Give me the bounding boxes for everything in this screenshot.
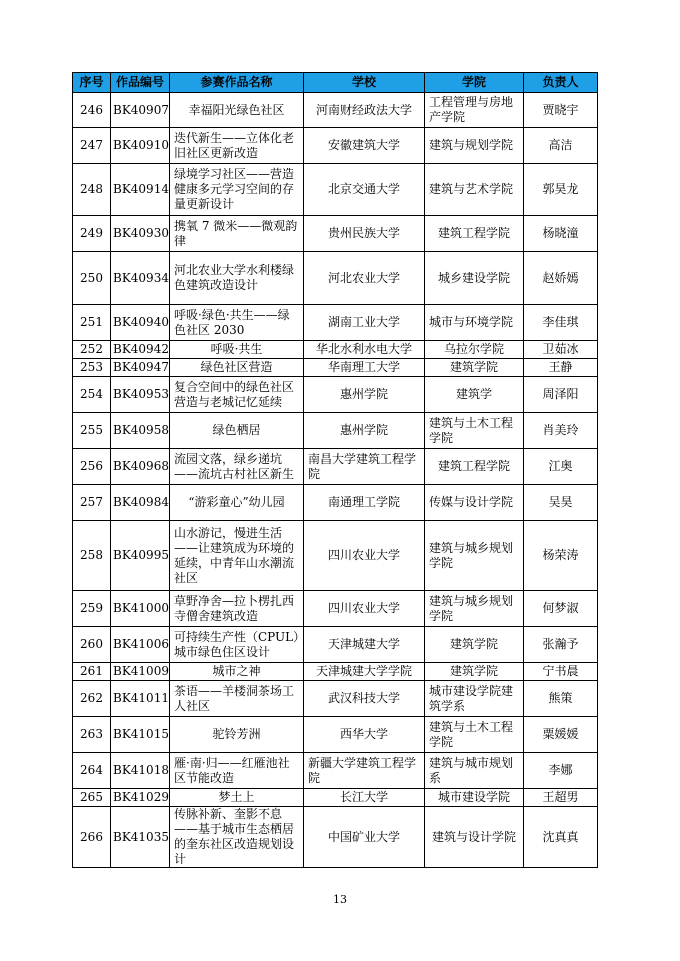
cell-school: 河南财经政法大学 [304, 93, 425, 128]
cell-school: 四川农业大学 [304, 521, 425, 591]
cell-seq: 261 [73, 663, 111, 681]
cell-code: BK40958 [111, 413, 170, 449]
cell-college: 建筑与设计学院 [425, 807, 524, 868]
cell-lead: 宁书晨 [524, 663, 598, 681]
cell-code: BK41011 [111, 681, 170, 717]
cell-code: BK40942 [111, 341, 170, 359]
page-number: 13 [333, 893, 347, 906]
cell-college: 城市与环境学院 [425, 305, 524, 341]
cell-lead: 李娜 [524, 753, 598, 789]
cell-college: 建筑学 [425, 377, 524, 413]
table-row [73, 807, 598, 868]
cell-name: 梦土上 [170, 789, 304, 807]
cell-seq: 247 [73, 128, 111, 164]
cell-name: 绿色社区营造 [170, 359, 304, 377]
cell-college: 建筑学院 [425, 663, 524, 681]
table-row [73, 413, 598, 449]
header-seq: 序号 [73, 73, 111, 93]
cell-seq: 253 [73, 359, 111, 377]
header-name: 参赛作品名称 [170, 73, 304, 93]
cell-college: 建筑学院 [425, 627, 524, 663]
cell-lead: 张瀚予 [524, 627, 598, 663]
cell-seq: 255 [73, 413, 111, 449]
table-row [73, 216, 598, 252]
cell-name: 流园文落，绿乡递坑——流坑古村社区新生 [170, 449, 304, 485]
table-row [73, 753, 598, 789]
header-lead: 负责人 [524, 73, 598, 93]
cell-name: 茶语——羊楼洞茶场工人社区 [170, 681, 304, 717]
cell-seq: 266 [73, 807, 111, 868]
cell-college: 工程管理与房地产学院 [425, 93, 524, 128]
cell-college: 城乡建设学院 [425, 252, 524, 305]
cell-school: 长江大学 [304, 789, 425, 807]
cell-lead: 沈真真 [524, 807, 598, 868]
cell-lead: 肖美玲 [524, 413, 598, 449]
cell-name: 绿色栖居 [170, 413, 304, 449]
table-row [73, 789, 598, 807]
cell-school: 安徽建筑大学 [304, 128, 425, 164]
cell-name: 复合空间中的绿色社区营造与老城记忆延续 [170, 377, 304, 413]
table-row [73, 449, 598, 485]
cell-school: 华北水利水电大学 [304, 341, 425, 359]
cell-code: BK40914 [111, 164, 170, 216]
cell-college: 建筑与规划学院 [425, 128, 524, 164]
cell-lead: 赵娇嫣 [524, 252, 598, 305]
cell-college: 建筑工程学院 [425, 216, 524, 252]
cell-school: 新疆大学建筑工程学院 [304, 753, 425, 789]
cell-college: 城市建设学院建筑学系 [425, 681, 524, 717]
cell-code: BK40910 [111, 128, 170, 164]
cell-name: 城市之神 [170, 663, 304, 681]
cell-seq: 248 [73, 164, 111, 216]
cell-code: BK40934 [111, 252, 170, 305]
cell-school: 惠州学院 [304, 377, 425, 413]
cell-lead: 贾晓宇 [524, 93, 598, 128]
cell-code: BK41035 [111, 807, 170, 868]
cell-name: 河北农业大学水利楼绿色建筑改造设计 [170, 252, 304, 305]
header-code: 作品编号 [111, 73, 170, 93]
cell-seq: 264 [73, 753, 111, 789]
cell-school: 惠州学院 [304, 413, 425, 449]
table-row [73, 93, 598, 128]
cell-name: 可持续生产性（CPUL）城市绿色住区设计 [170, 627, 304, 663]
cell-lead: 熊策 [524, 681, 598, 717]
cell-college: 建筑与城乡规划学院 [425, 521, 524, 591]
cell-code: BK40930 [111, 216, 170, 252]
cell-name: 草野净舍—拉卜楞扎西寺僧舍建筑改造 [170, 591, 304, 627]
cell-college: 城市建设学院 [425, 789, 524, 807]
cell-name: 呼吸·绿色·共生——绿色社区 2030 [170, 305, 304, 341]
cell-code: BK41015 [111, 717, 170, 753]
cell-college: 建筑学院 [425, 359, 524, 377]
cell-code: BK40968 [111, 449, 170, 485]
cell-name: 呼吸·共生 [170, 341, 304, 359]
table-row [73, 377, 598, 413]
cell-seq: 252 [73, 341, 111, 359]
cell-college: 乌拉尔学院 [425, 341, 524, 359]
cell-school: 北京交通大学 [304, 164, 425, 216]
cell-code: BK40995 [111, 521, 170, 591]
cell-lead: 王超男 [524, 789, 598, 807]
header-college: 学院 [425, 73, 524, 93]
cell-name: 山水游记，慢进生活——让建筑成为环境的延续，中青年山水潮流社区 [170, 521, 304, 591]
cell-seq: 257 [73, 485, 111, 521]
cell-name: 幸福阳光绿色社区 [170, 93, 304, 128]
cell-seq: 250 [73, 252, 111, 305]
header-school: 学校 [304, 73, 425, 93]
cell-school: 华南理工大学 [304, 359, 425, 377]
cell-seq: 259 [73, 591, 111, 627]
cell-school: 贵州民族大学 [304, 216, 425, 252]
cell-school: 天津城建大学学院 [304, 663, 425, 681]
cell-seq: 249 [73, 216, 111, 252]
cell-name: 绿境学习社区——营造健康多元学习空间的存量更新设计 [170, 164, 304, 216]
cell-lead: 高洁 [524, 128, 598, 164]
cell-school: 天津城建大学 [304, 627, 425, 663]
cell-seq: 256 [73, 449, 111, 485]
cell-seq: 260 [73, 627, 111, 663]
cell-college: 建筑与土木工程学院 [425, 413, 524, 449]
cell-seq: 246 [73, 93, 111, 128]
cell-name: 雁·南·归——红雁池社区节能改造 [170, 753, 304, 789]
cell-seq: 258 [73, 521, 111, 591]
cell-code: BK40940 [111, 305, 170, 341]
cell-school: 西华大学 [304, 717, 425, 753]
cell-lead: 周泽阳 [524, 377, 598, 413]
cell-name: 迭代新生——立体化老旧社区更新改造 [170, 128, 304, 164]
table-row [73, 164, 598, 216]
cell-lead: 卫茹冰 [524, 341, 598, 359]
cell-college: 建筑与艺术学院 [425, 164, 524, 216]
cell-code: BK41006 [111, 627, 170, 663]
table-row [73, 305, 598, 341]
cell-lead: 江奥 [524, 449, 598, 485]
table-row [73, 252, 598, 305]
cell-code: BK41018 [111, 753, 170, 789]
cell-school: 中国矿业大学 [304, 807, 425, 868]
cell-code: BK40947 [111, 359, 170, 377]
table-header-row [73, 73, 598, 93]
cell-college: 建筑工程学院 [425, 449, 524, 485]
cell-seq: 254 [73, 377, 111, 413]
cell-college: 传媒与设计学院 [425, 485, 524, 521]
cell-name: 携氧 7 微米——微观韵律 [170, 216, 304, 252]
cell-college: 建筑与城乡规划学院 [425, 591, 524, 627]
cell-school: 河北农业大学 [304, 252, 425, 305]
cell-college: 建筑与土木工程学院 [425, 717, 524, 753]
table-row [73, 591, 598, 627]
cell-code: BK41009 [111, 663, 170, 681]
cell-name: 传脉补新、奎影不息——基于城市生态栖居的奎东社区改造规划设计 [170, 807, 304, 868]
cell-seq: 265 [73, 789, 111, 807]
table-row [73, 128, 598, 164]
cell-school: 南通理工学院 [304, 485, 425, 521]
table-row [73, 627, 598, 663]
cell-code: BK41000 [111, 591, 170, 627]
cell-school: 四川农业大学 [304, 591, 425, 627]
table-row [73, 359, 598, 377]
cell-lead: 杨荣涛 [524, 521, 598, 591]
cell-lead: 吴昊 [524, 485, 598, 521]
cell-seq: 262 [73, 681, 111, 717]
cell-seq: 251 [73, 305, 111, 341]
table-row [73, 663, 598, 681]
table-row [73, 341, 598, 359]
cell-college: 建筑与城市规划系 [425, 753, 524, 789]
cell-lead: 粟媛媛 [524, 717, 598, 753]
cell-name: 驼铃芳洲 [170, 717, 304, 753]
cell-school: 武汉科技大学 [304, 681, 425, 717]
cell-lead: 何梦淑 [524, 591, 598, 627]
cell-lead: 李佳琪 [524, 305, 598, 341]
cell-lead: 杨晓潼 [524, 216, 598, 252]
table-row [73, 681, 598, 717]
table-row [73, 717, 598, 753]
cell-school: 南昌大学建筑工程学院 [304, 449, 425, 485]
cell-code: BK40984 [111, 485, 170, 521]
cell-name: “游彩童心”幼儿园 [170, 485, 304, 521]
cell-code: BK41029 [111, 789, 170, 807]
cell-lead: 王静 [524, 359, 598, 377]
table-row [73, 521, 598, 591]
cell-lead: 郭昊龙 [524, 164, 598, 216]
table-row [73, 485, 598, 521]
cell-seq: 263 [73, 717, 111, 753]
award-table [72, 72, 598, 868]
cell-code: BK40907 [111, 93, 170, 128]
cell-school: 湖南工业大学 [304, 305, 425, 341]
cell-code: BK40953 [111, 377, 170, 413]
